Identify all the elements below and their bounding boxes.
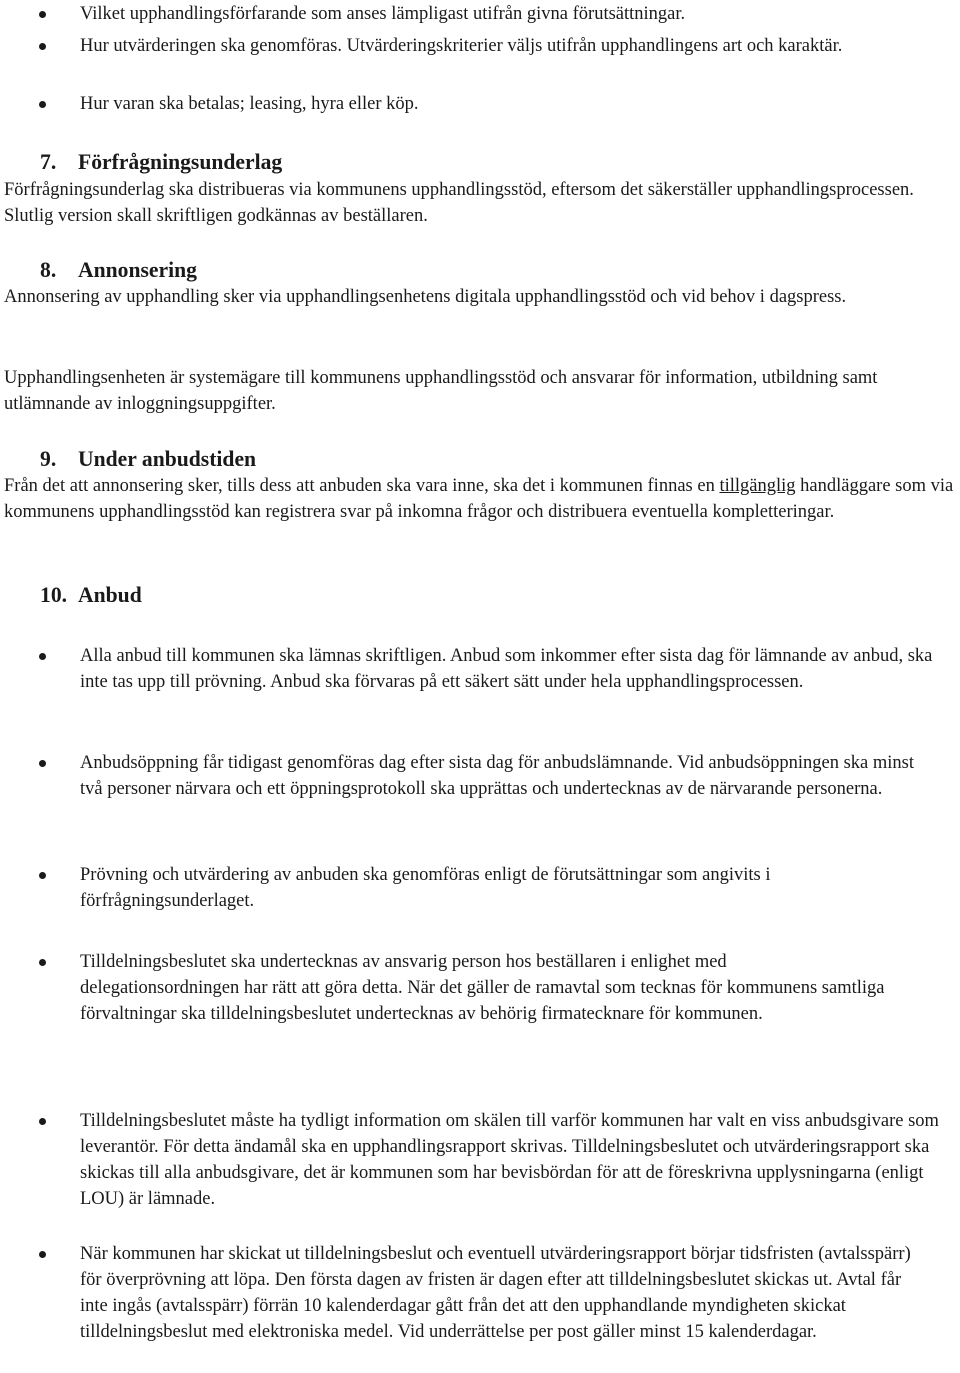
bullet-icon — [39, 653, 46, 660]
bullet-icon — [39, 872, 46, 879]
bullet-icon — [39, 959, 46, 966]
bullet-icon — [39, 11, 46, 18]
bullet-icon — [39, 101, 46, 108]
list-item-text: Vilket upphandlingsförfarande som anses lämpligast utifrån givna förutsättningar. — [80, 4, 686, 24]
bullet-icon — [39, 760, 46, 767]
section-heading: 9. Under anbudstiden — [40, 447, 257, 471]
list-item-text: Tilldelningsbeslutet ska undertecknas av ansvarig person hos beställaren i enlighet med delegationsordningen har rätt att göra detta. När det gäller de ramavtal som tecknas för kommunens samtliga förvaltningar ska tilldelningsbeslutet undertecknas av behörig firmatecknare för kommunen. — [80, 952, 885, 1024]
underlined-word: tillgänglig — [719, 476, 796, 496]
section-body: Annonsering av upphandling sker via upphandlingsenhetens digitala upphandlingsstöd och vid behov i dagspress. — [4, 287, 847, 307]
section-heading: 8. Annonsering — [40, 258, 197, 282]
section-heading: 10. Anbud — [40, 583, 142, 607]
list-item-text: Tilldelningsbeslutet måste ha tydligt information om skälen till varför kommunen har valt en viss anbudsgivare som leverantör. För detta ändamål ska en upphandlingsrapport skrivas. Tilldelningsbeslutet och utvärderingsrapport ska skickas till alla anbudsgivare, det är kommunen som har bevisbördan för att de föreskrivna upplysningarna (enligt LOU) är lämnade. — [80, 1111, 939, 1209]
bullet-icon — [39, 1118, 46, 1125]
section-body: Förfrågningsunderlag ska distribueras via kommunens upphandlingsstöd, eftersom det säkerställer upphandlingsprocessen. Slutlig version skall skriftligen godkännas av beställaren. — [4, 180, 914, 226]
section-body: Från det att annonsering sker, tills dess att anbuden ska vara inne, ska det i kommunen finnas en tillgänglig handläggare som via kommunens upphandlingsstöd kan registrera svar på inkomna frågor och distribuera eventuella kompletteringar. — [4, 476, 954, 522]
list-item-text: Anbudsöppning får tidigast genomföras dag efter sista dag för anbudslämnande. Vid anbudsöppningen ska minst två personer närvara och ett öppningsprotokoll ska upprättas och undertecknas av de närvarande personerna. — [80, 753, 914, 799]
list-item-text: Hur varan ska betalas; leasing, hyra eller köp. — [80, 94, 419, 114]
list-item-text: Prövning och utvärdering av anbuden ska genomföras enligt de förutsättningar som angivits i förfrågningsunderlaget. — [80, 865, 771, 911]
bullet-icon — [39, 1251, 46, 1258]
list-item-text: När kommunen har skickat ut tilldelningsbeslut och eventuell utvärderingsrapport börjar tidsfristen (avtalsspärr) för överprövning att löpa. Den första dagen av fristen är dagen efter att tilldelningsbeslutet skickas ut. Avtal får inte ingås (avtalsspärr) förrän 10 kalenderdagar gått från det att den upphandlande myndigheten skickat tilldelningsbeslut med elektroniska medel. Vid underrättelse per post gäller minst 15 kalenderdagar. — [80, 1244, 911, 1342]
list-item-text: Alla anbud till kommunen ska lämnas skriftligen. Anbud som inkommer efter sista dag för lämnande av anbud, ska inte tas upp till prövning. Anbud ska förvaras på ett säkert sätt under hela upphandlingsprocessen. — [80, 646, 933, 692]
list-item-text: Hur utvärderingen ska genomföras. Utvärderingskriterier väljs utifrån upphandlingens art och karaktär. — [80, 36, 843, 56]
bullet-icon — [39, 43, 46, 50]
section-heading: 7. Förfrågningsunderlag — [40, 150, 283, 174]
section-body: Upphandlingsenheten är systemägare till kommunens upphandlingsstöd och ansvarar för information, utbildning samt utlämnande av inloggningsuppgifter. — [4, 368, 878, 414]
